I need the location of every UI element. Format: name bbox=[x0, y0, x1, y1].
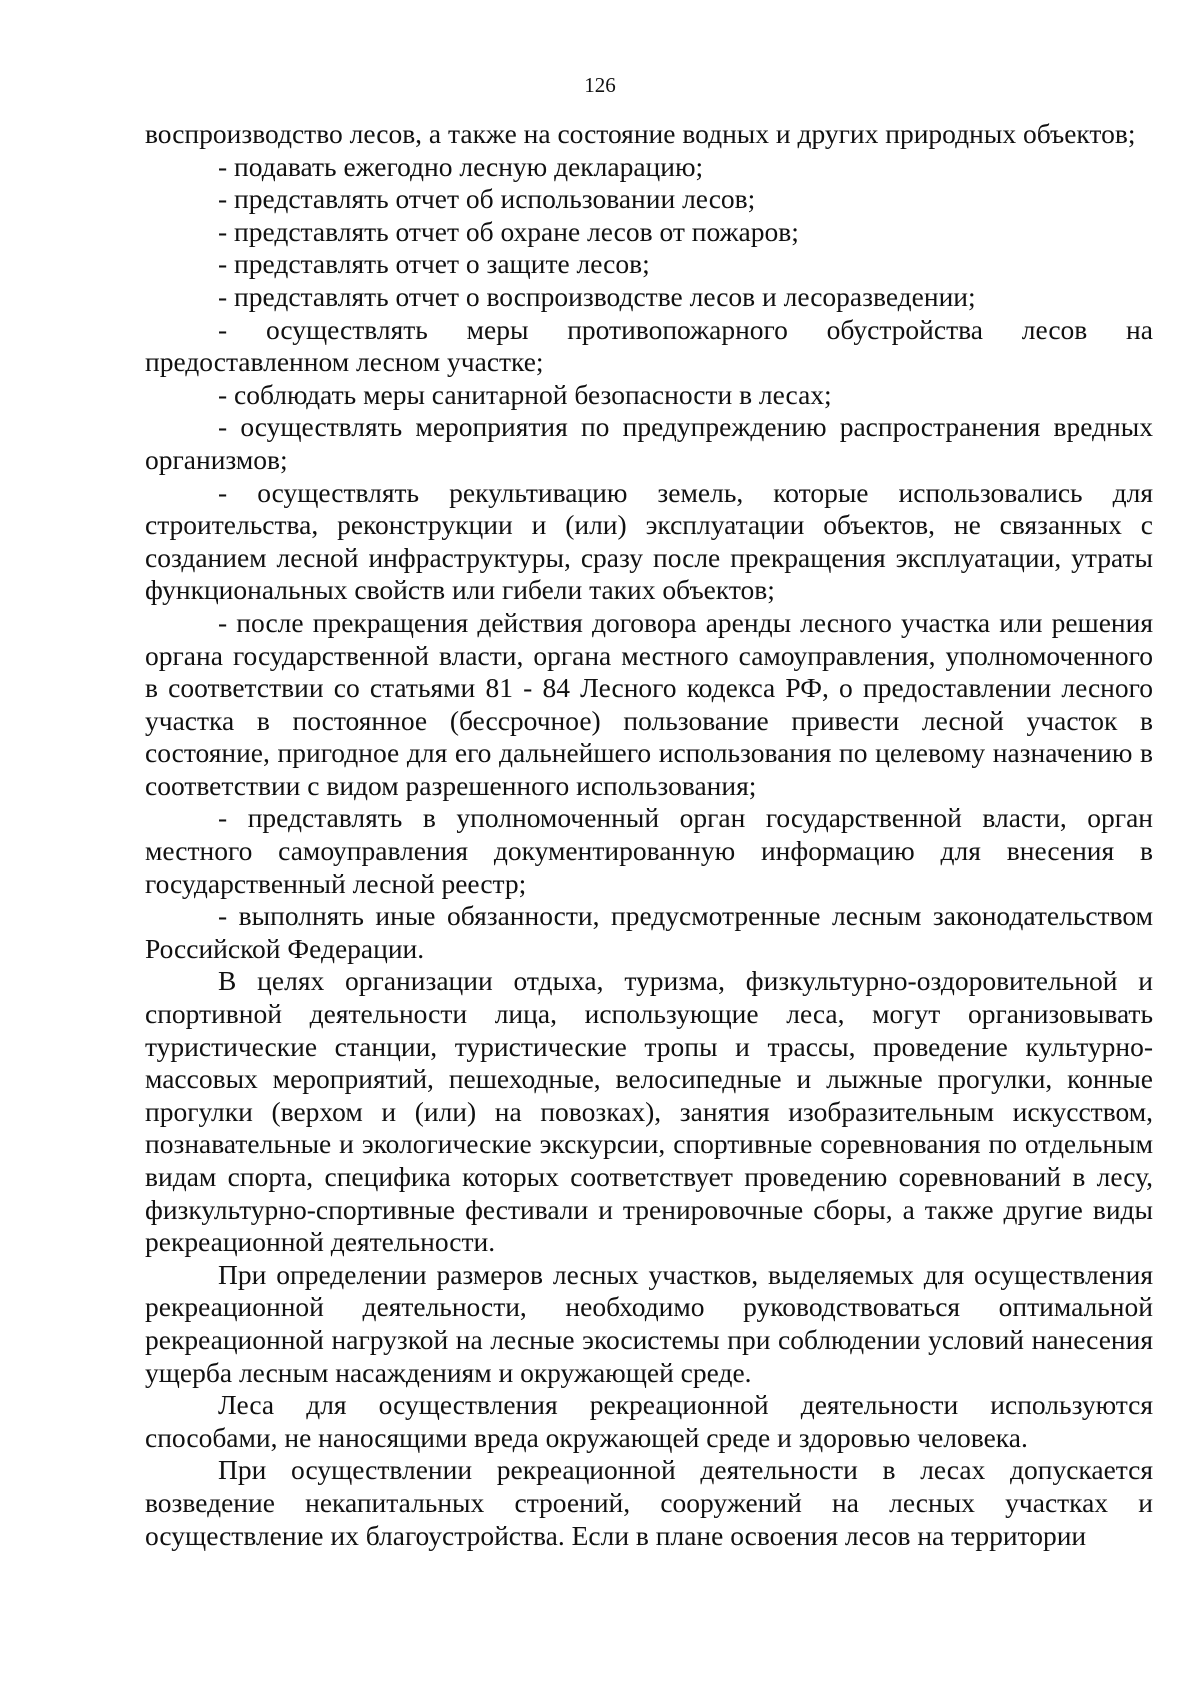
list-item-usage-report: - представлять отчет об использовании лесов; bbox=[218, 183, 756, 215]
list-item-forest-protection-report: - представлять отчет о защите лесов; bbox=[218, 248, 650, 280]
list-item-reproduction-report: - представлять отчет о воспроизводстве лесов и лесоразведении; bbox=[218, 280, 976, 312]
paragraph-recreation-purposes: В целях организации отдыха, туризма, физкультурно-оздоровительной и спортивной деятельности лица, использующие леса, могут организовывать туристические станции, туристические тропы и трассы, проведение культурно-массовых мероприятий, пешеходные, велосипедные и лыжные прогулки, конные прогулки (верхом и (или) на повозках), занятия изобразительным искусством, познавательные и экологические экскурсии, спортивные соревнования по отдельным видам спорта, специфика которых соответствует проведению соревнований в лесу, физкультурно-спортивные фестивали и тренировочные сборы, а также другие виды рекреационной деятельности. bbox=[145, 965, 1153, 1258]
paragraph-continuation: воспроизводство лесов, а также на состояние водных и других природных объектов; bbox=[145, 118, 1136, 149]
list-item-fire-protection-report: - представлять отчет об охране лесов от пожаров; bbox=[218, 215, 799, 247]
list-item-lease-termination: - после прекращения действия договора аренды лесного участка или решения органа государственной власти, органа местного самоуправления, уполномоченного в соответствии со статьями 81 - 84 Лесного кодекса РФ, о предоставлении лесного участка в постоянное (бессрочное) пользование привести лесной участок в состояние, пригодное для его дальнейшего использования по целевому назначению в соответствии с видом разрешенного использования; bbox=[145, 606, 1153, 801]
paragraph-usage-methods: Леса для осуществления рекреационной деятельности используются способами, не наносящими вреда окружающей среде и здоровью человека. bbox=[145, 1389, 1153, 1453]
list-item-pest-prevention: - осуществлять мероприятия по предупреждению распространения вредных организмов; bbox=[145, 411, 1153, 475]
list-item-registry-information: - представлять в уполномоченный орган государственной власти, орган местного самоуправления документированную информацию для внесения в государственный лесной реестр; bbox=[145, 802, 1153, 899]
list-item-sanitary-safety: - соблюдать меры санитарной безопасности в лесах; bbox=[218, 378, 832, 410]
list-item-forest-declaration: - подавать ежегодно лесную декларацию; bbox=[218, 150, 704, 182]
list-item-other-duties: - выполнять иные обязанности, предусмотренные лесным законодательством Российской Федерации. bbox=[145, 900, 1153, 964]
paragraph-temporary-structures: При осуществлении рекреационной деятельности в лесах допускается возведение некапитальных строений, сооружений на лесных участках и осуществление их благоустройства. Если в плане освоения лесов на территории bbox=[145, 1454, 1153, 1551]
page-number: 126 bbox=[584, 73, 616, 97]
list-item-land-recultivation: - осуществлять рекультивацию земель, которые использовались для строительства, реконструкции и (или) эксплуатации объектов, не связанных с созданием лесной инфраструктуры, сразу после прекращения эксплуатации, утраты функциональных свойств или гибели таких объектов; bbox=[145, 476, 1153, 606]
body-text bbox=[145, 118, 1153, 1552]
list-item-fire-prevention-measures: - осуществлять меры противопожарного обустройства лесов на предоставленном лесном участке; bbox=[145, 313, 1153, 378]
paragraph-plot-size: При определении размеров лесных участков, выделяемых для осуществления рекреационной деятельности, необходимо руководствоваться оптимальной рекреационной нагрузкой на лесные экосистемы при соблюдении условий нанесения ущерба лесным насаждениям и окружающей среде. bbox=[145, 1258, 1153, 1388]
